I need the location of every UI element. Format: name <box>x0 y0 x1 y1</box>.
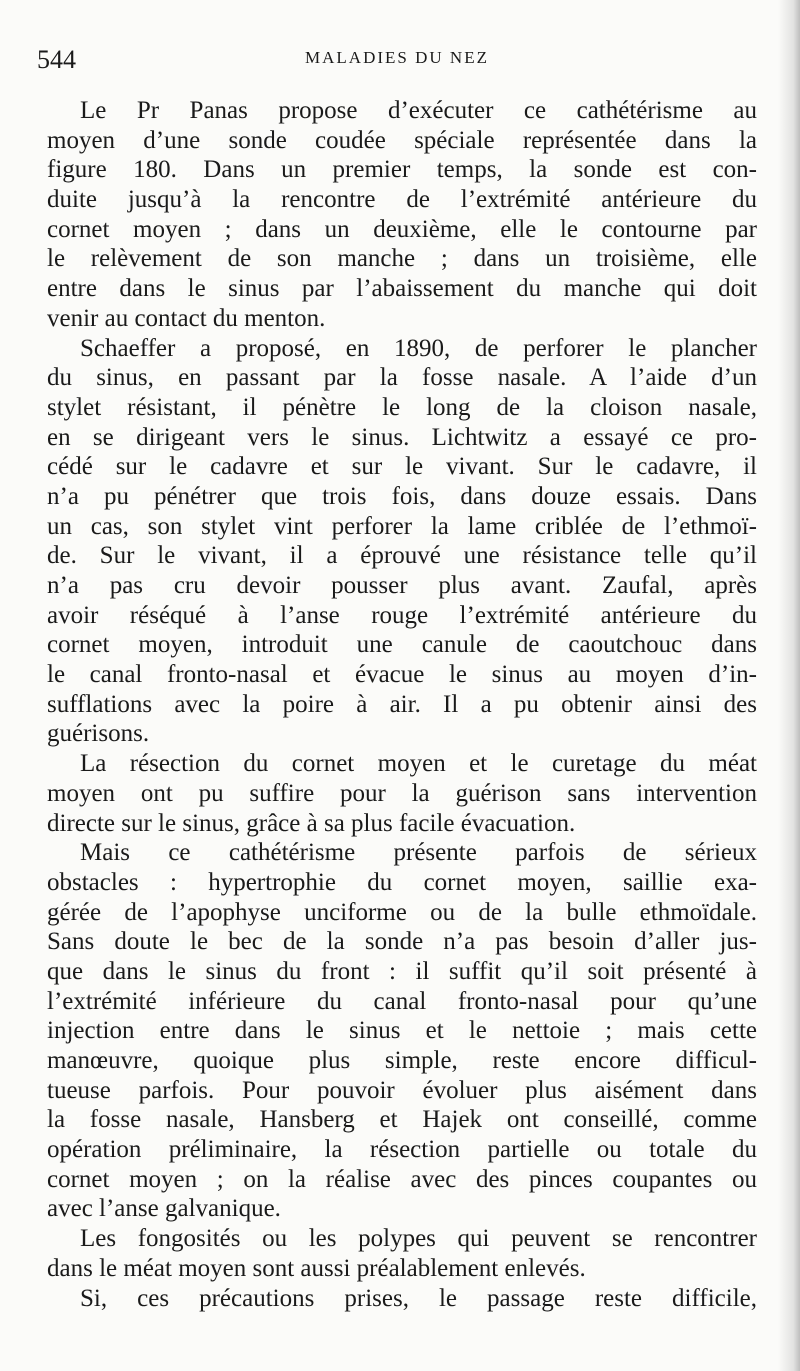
text-line: directe sur le sinus, grâce à sa plus facile évacuation. <box>47 809 576 837</box>
text-line: du sinus, en passant par la fosse nasale. A l’aide d’un <box>47 364 757 392</box>
page-edge-shadow <box>778 0 800 1371</box>
text-line: de. Sur le vivant, il a éprouvé une résistance telle qu’il <box>47 542 757 570</box>
text-line: cornet moyen, introduit une canule de caoutchouc dans <box>47 631 757 659</box>
text-line: sufflations avec la poire à air. Il a pu obtenir ainsi des <box>47 690 757 718</box>
text-line: cornet moyen ; dans un deuxième, elle le contourne par <box>47 215 757 243</box>
text-line: dans le méat moyen sont aussi préalablement enlevés. <box>47 1254 586 1282</box>
text-line: l’extrémité inférieure du canal fronto-nasal pour qu’une <box>47 987 757 1015</box>
page-header <box>37 42 757 82</box>
text-line: opération préliminaire, la résection partielle ou totale du <box>47 1136 757 1164</box>
text-line: la fosse nasale, Hansberg et Hajek ont conseillé, comme <box>47 1106 757 1134</box>
text-line: un cas, son stylet vint perforer la lame criblée de l’ethmoï- <box>47 512 757 540</box>
text-line: n’a pu pénétrer que trois fois, dans douze essais. Dans <box>47 482 757 510</box>
text-line: moyen d’une sonde coudée spéciale représentée dans la <box>47 126 757 154</box>
text-line: gérée de l’apophyse unciforme ou de la bulle ethmoïdale. <box>47 898 757 926</box>
text-line: Les fongosités ou les polypes qui peuvent se rencontrer <box>80 1225 757 1253</box>
text-line: cédé sur le cadavre et sur le vivant. Sur le cadavre, il <box>47 453 757 481</box>
text-line: Mais ce cathétérisme présente parfois de sérieux <box>80 839 757 867</box>
text-line: figure 180. Dans un premier temps, la sonde est con- <box>47 156 757 184</box>
text-line: duite jusqu’à la rencontre de l’extrémité antérieure du <box>47 186 757 214</box>
text-line: venir au contact du menton. <box>47 304 326 332</box>
text-line: Schaeffer a proposé, en 1890, de perforer le plancher <box>80 334 757 362</box>
text-line: entre dans le sinus par l’abaissement du manche qui doit <box>47 275 757 303</box>
text-line: avec l’anse galvanique. <box>47 1195 281 1223</box>
text-line: manœuvre, quoique plus simple, reste encore difficul- <box>47 1047 757 1074</box>
text-line: Le Pr Panas propose d’exécuter ce cathétérisme au <box>80 97 757 124</box>
text-line: avoir réséqué à l’anse rouge l’extrémité antérieure du <box>47 601 757 629</box>
page-number: 544 <box>37 45 76 74</box>
text-line: en se dirigeant vers le sinus. Lichtwitz a essayé ce pro- <box>47 423 757 451</box>
text-line: Sans doute le bec de la sonde n’a pas besoin d’aller jus- <box>47 928 757 956</box>
text-line: tueuse parfois. Pour pouvoir évoluer plus aisément dans <box>47 1076 757 1104</box>
text-line: le canal fronto-nasal et évacue le sinus au moyen d’in- <box>47 661 757 689</box>
text-line: La résection du cornet moyen et le curetage du méat <box>80 750 757 778</box>
text-line: injection entre dans le sinus et le nettoie ; mais cette <box>47 1017 757 1045</box>
text-line: cornet moyen ; on la réalise avec des pinces coupantes ou <box>47 1165 757 1193</box>
text-line: guérisons. <box>47 720 150 748</box>
text-line: moyen ont pu suffire pour la guérison sans intervention <box>47 779 757 807</box>
text-line: Si, ces précautions prises, le passage reste difficile, <box>80 1284 757 1312</box>
body-text <box>47 96 757 1313</box>
text-line: le relèvement de son manche ; dans un troisième, elle <box>47 245 757 273</box>
text-line: que dans le sinus du front : il suffit qu’il soit présenté à <box>47 957 757 985</box>
text-line: stylet résistant, il pénètre le long de la cloison nasale, <box>47 393 757 421</box>
text-line: n’a pas cru devoir pousser plus avant. Zaufal, après <box>47 572 757 599</box>
text-line: obstacles : hypertrophie du cornet moyen, saillie exa- <box>47 868 757 896</box>
running-head: MALADIES DU NEZ <box>305 48 489 67</box>
